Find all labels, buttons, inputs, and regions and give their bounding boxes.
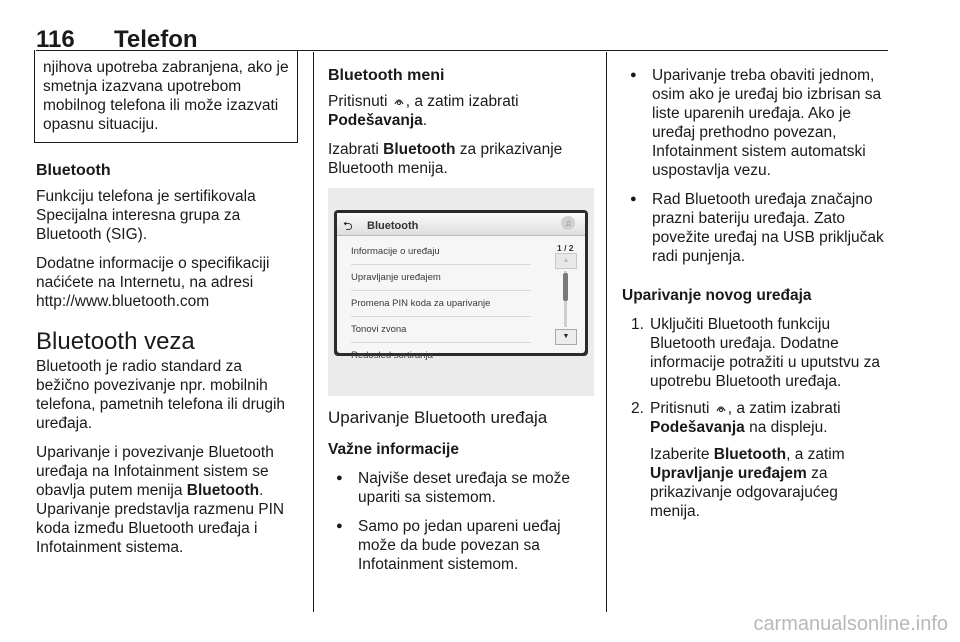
paragraph: Dodatne informacije o specifikaciji naćićete na Internetu, na adresi http://www.bluetooth.com <box>36 255 270 310</box>
scroll-up-arrow-icon: ▲ <box>555 253 577 269</box>
column-divider <box>606 52 607 612</box>
page-number: 116 <box>36 26 75 53</box>
warning-box <box>34 50 298 143</box>
settings-icon <box>714 401 728 415</box>
paragraph: Izabrati Bluetooth za prikazivanje Bluetooth menija. <box>328 141 563 177</box>
subheading-important: Važne informacije <box>328 441 459 458</box>
section-heading-bluetooth-connection: Bluetooth veza <box>36 328 195 355</box>
list-item: ● Najviše deset uređaja se može upariti sa sistemom. <box>328 469 596 507</box>
paragraph: Uparivanje i povezivanje Bluetooth uređaja na Infotainment sistem se obavlja putem menija Bluetooth. Uparivanje predstavlja razmenu PIN koda između Bluetooth uređaja i Infotainment sistema. <box>36 444 285 556</box>
music-note-icon: ♫ <box>561 216 575 230</box>
column-divider <box>313 52 314 612</box>
paragraph: Funkciju telefona je sertifikovala Specijalna interesna grupa za Bluetooth (SIG). <box>36 188 256 243</box>
display-menu-item: Upravljanje uređajem <box>351 265 531 291</box>
list-item: ● Uparivanje treba obaviti jednom, osim ako je uređaj bio izbrisan sa liste uparenih uređaja. Ako je uređaj prethodno povezan, Infotainment sistem automatski uspostavlja vezu. <box>622 66 890 180</box>
page-title: Telefon <box>114 26 198 53</box>
list-item: ● Rad Bluetooth uređaja značajno prazni bateriju uređaja. Zato povežite uređaj na USB priključak radi punjenja. <box>622 190 890 266</box>
display-menu-item: Tonovi zvona <box>351 317 531 343</box>
display-menu-list <box>351 239 531 368</box>
list-item: ● Samo po jedan upareni ueđaj može da bude povezan sa Infotainment sistemom. <box>328 517 596 574</box>
column-left <box>36 50 298 567</box>
section-heading-pairing: Uparivanje Bluetooth uređaja <box>328 408 548 427</box>
column-right <box>622 66 890 529</box>
display <box>337 213 585 361</box>
scroll-down-arrow-icon: ▼ <box>555 329 577 345</box>
paragraph: Bluetooth je radio standard za bežično povezivanje npr. mobilnih telefona, pametnih telefona ili drugih uređaja. <box>36 358 286 432</box>
column-middle <box>328 66 596 584</box>
paragraph: Pritisnuti , a zatim izabrati Podešavanja. <box>328 93 519 129</box>
bullet-list <box>622 66 890 266</box>
step-subparagraph: Izaberite Bluetooth, a zatim Upravljanje uređajem za prikazivanje odgovarajućeg menija. <box>650 446 845 520</box>
display-menu-item: Informacije o uređaju <box>351 239 531 265</box>
display-menu-item: Promena PIN koda za uparivanje <box>351 291 531 317</box>
display-header <box>337 213 585 236</box>
warning-text: njihova upotreba zabranjena, ako je smetnja izazvana upotrebom mobilnog telefona ili može izazvati opasnu situaciju. <box>43 59 289 133</box>
settings-icon <box>392 94 406 108</box>
display-menu-item: Redosled sortiranja <box>351 350 433 361</box>
display-page-indicator: 1 / 2 <box>557 243 574 253</box>
display-title: Bluetooth <box>367 220 419 232</box>
screen-illustration <box>328 188 594 396</box>
section-heading-bluetooth: Bluetooth <box>36 162 111 179</box>
step-list <box>622 315 890 521</box>
scroll-thumb <box>563 273 568 301</box>
bullet-list <box>328 469 596 574</box>
section-heading-bluetooth-menu: Bluetooth meni <box>328 67 445 84</box>
back-arrow-icon: ⮌ <box>343 219 353 233</box>
step-item: 1. Uključiti Bluetooth funkciju Bluetooth uređaja. Dodatne informacije potražiti u uputstvu za upotrebu Bluetooth uređaja. <box>631 316 881 390</box>
page-header <box>36 6 888 51</box>
step-item: 2. Pritisnuti , a zatim izabrati Podešavanja na displeju. Izaberite Bluetooth, a zatim Upravljanje uređajem za prikazivanje odgovarajućeg menija. <box>622 399 890 521</box>
subheading-new-pairing: Uparivanje novog uređaja <box>622 287 812 304</box>
display-frame <box>334 210 588 361</box>
watermark: carmanualsonline.info <box>753 613 948 635</box>
